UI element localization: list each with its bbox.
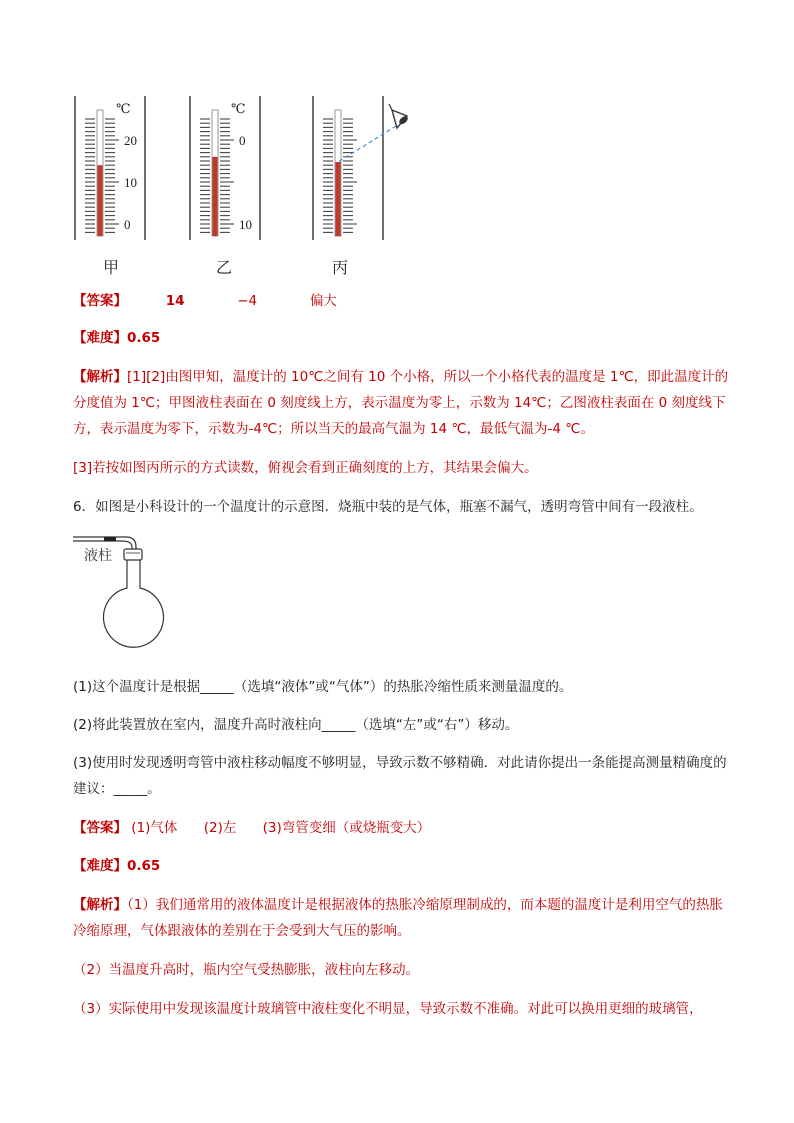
q6-analysis-3: （3）实际使用中发现该温度计玻璃管中液柱变化不明显，导致示数不准确。对此可以换用更细的玻璃管， xyxy=(73,1001,703,1017)
scale-jia-0: 0 xyxy=(124,217,131,232)
q5-difficulty-tag: 【难度】 xyxy=(73,330,127,346)
q6-analysis-tag: 【解析】 xyxy=(73,897,127,913)
thermometer-jia xyxy=(75,96,145,240)
q6-sub3: (3)使用时发现透明弯管中液柱移动幅度不够明显，导致示数不够精确．对此请你提出一条能提高测量精确度的建议：_____。 xyxy=(73,755,727,797)
flask-label: 液柱 xyxy=(84,548,112,564)
q6-difficulty-value: 0.65 xyxy=(127,858,161,874)
q5-analysis-text-1: [1][2]由图甲知，温度计的 10℃之间有 10 个小格，所以一个小格代表的温度是 1℃，即此温度计的分度值为 1℃；甲图液柱表面在 0 刻度线上方，表示温度为零上，示数为 14℃；乙图液柱表面在 0 刻度线下方，表示温度为零下，示数为-4℃；所以当天的最高气温为 14 ℃，最低气温为-4 ℃。 xyxy=(73,369,729,437)
q5-answer-line xyxy=(73,288,733,314)
q6-difficulty xyxy=(73,853,733,879)
unit-label-jia: ℃ xyxy=(116,101,131,116)
q5-analysis-tag: 【解析】 xyxy=(73,369,127,385)
label-yi: 乙 xyxy=(216,258,233,277)
q6-answer-2: (2)左 xyxy=(203,820,237,836)
q6-analysis-2: （2）当温度升高时，瓶内空气受热膨胀，液柱向左移动。 xyxy=(73,962,420,978)
q6-difficulty-tag: 【难度】 xyxy=(73,858,127,874)
q6-sub1: (1)这个温度计是根据_____（选填“液体”或“气体”）的热胀冷缩性质来测量温度的。 xyxy=(73,679,573,695)
q5-answer-1: 14 xyxy=(165,293,185,309)
q5-analysis-2: [3]若按如图丙所示的方式读数，俯视会看到正确刻度的上方，其结果会偏大。 xyxy=(73,460,538,476)
q6-answer-3: (3)弯管变细（或烧瓶变大） xyxy=(262,820,431,836)
q5-analysis-1 xyxy=(73,364,733,442)
liquid-column xyxy=(104,537,116,541)
q6-sub2: (2)将此装置放在室内，温度升高时液柱向_____（选填“左”或“右”）移动。 xyxy=(73,717,519,733)
thermometer-bing xyxy=(313,96,383,240)
scale-jia-10: 10 xyxy=(124,175,137,190)
mercury-column xyxy=(336,162,341,236)
q6-answer-line xyxy=(73,815,733,841)
mercury-column xyxy=(98,165,103,236)
q5-answer-3: 偏大 xyxy=(309,293,337,309)
q6-analysis-text-1: （1）我们通常用的液体温度计是根据液体的热胀冷缩原理制成的，而本题的温度计是利用空气的热胀冷缩原理，气体跟液体的差别在于会受到大气压的影响。 xyxy=(73,897,723,939)
scale-yi-10: 10 xyxy=(239,217,252,232)
q5-difficulty-value: 0.65 xyxy=(127,330,161,346)
scale-yi-0: 0 xyxy=(239,133,246,148)
q6-stem: 6．如图是小科设计的一个温度计的示意图．烧瓶中装的是气体，瓶塞不漏气，透明弯管中间有一段液柱。 xyxy=(73,499,703,515)
q5-answer-tag: 【答案】 xyxy=(73,293,127,309)
q6-analysis-1 xyxy=(73,892,733,944)
unit-label-yi: ℃ xyxy=(231,101,246,116)
q5-difficulty xyxy=(73,325,733,351)
q6-answer-1: (1)气体 xyxy=(131,820,178,836)
flask-diagram xyxy=(70,530,230,670)
mercury-column xyxy=(213,157,218,236)
scale-jia-20: 20 xyxy=(124,133,137,148)
q5-answer-2: −4 xyxy=(237,293,258,309)
q6-answer-tag: 【答案】 xyxy=(73,820,127,836)
label-jia: 甲 xyxy=(103,258,120,277)
label-bing: 丙 xyxy=(332,258,349,277)
eye-icon xyxy=(389,104,409,128)
stopper xyxy=(124,549,142,560)
